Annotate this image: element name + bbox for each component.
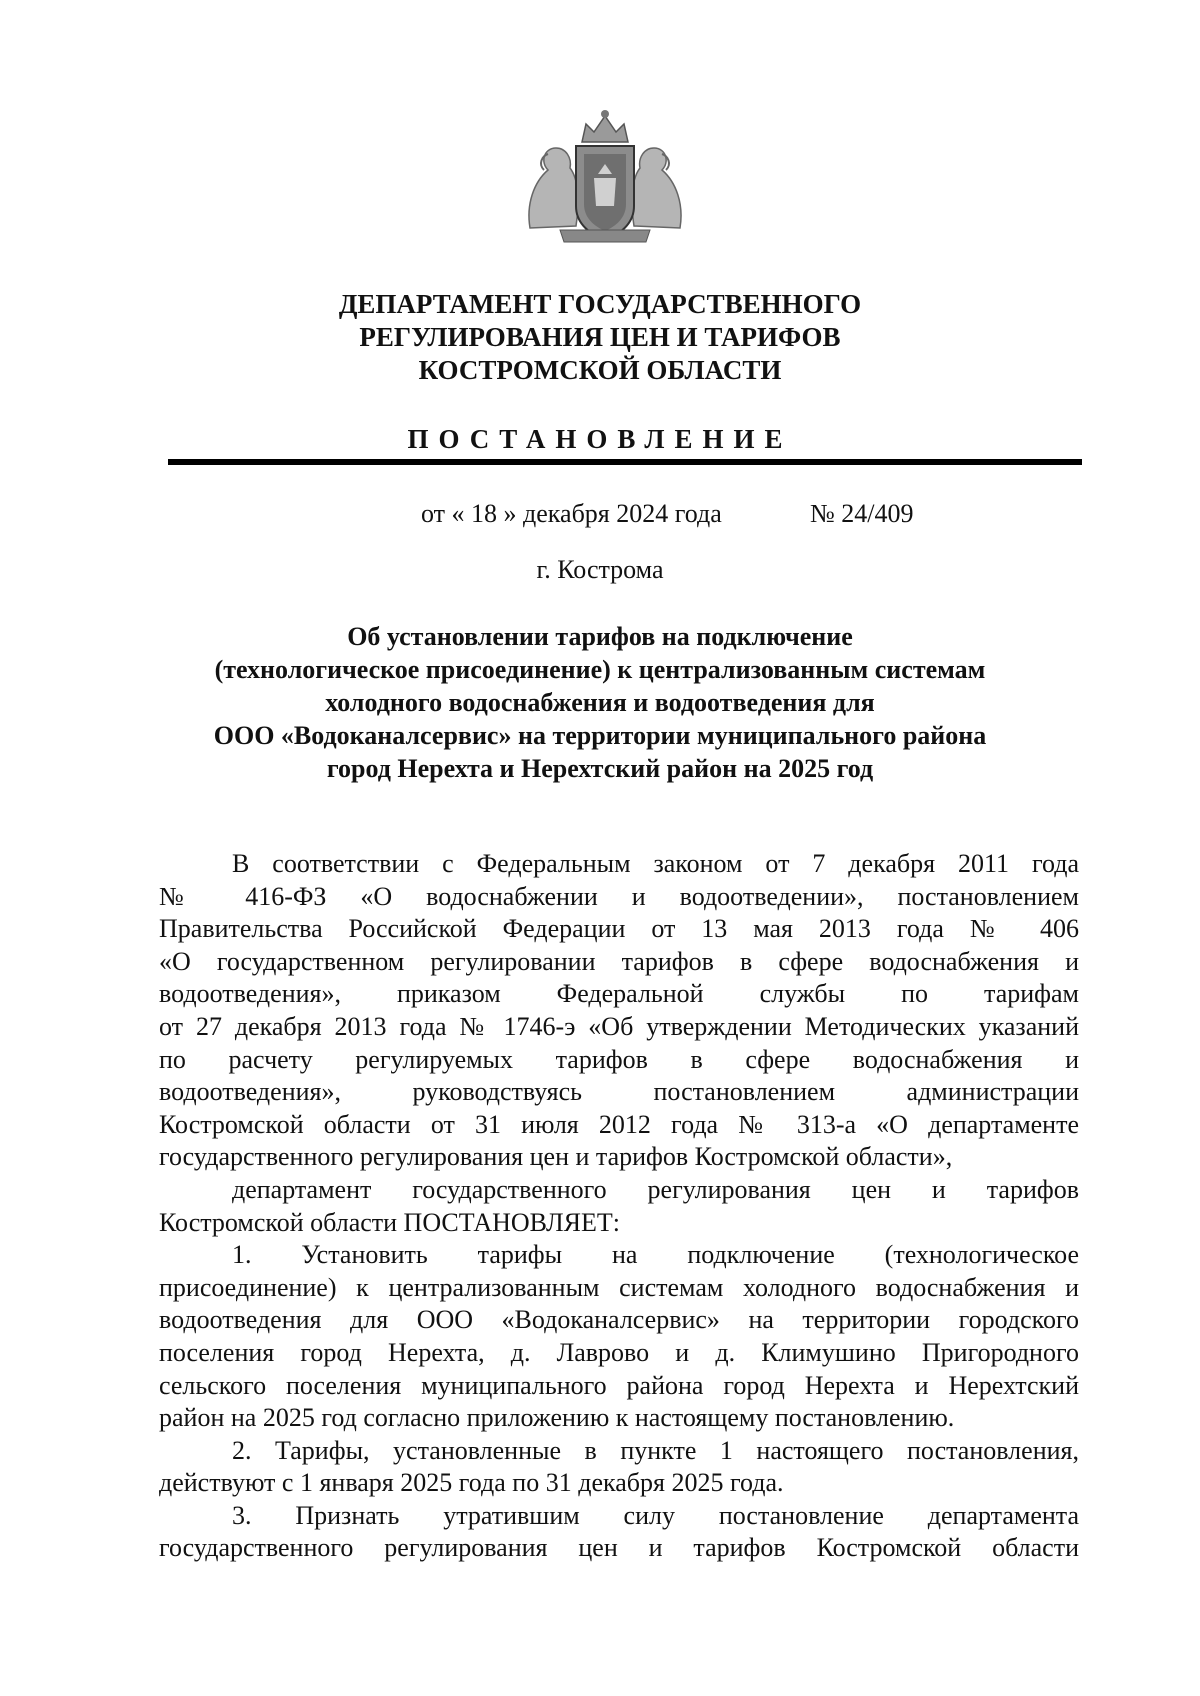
department-line: КОСТРОМСКОЙ ОБЛАСТИ <box>418 355 782 385</box>
department-name <box>0 288 1200 387</box>
body-line: В соответствии с Федеральным законом от 7 декабря 2011 года <box>232 849 1079 878</box>
body-line: по расчету регулируемых тарифов в сфере водоснабжения и <box>159 1044 1079 1074</box>
document-type-title: ПОСТАНОВЛЕНИЕ <box>407 424 793 454</box>
document-subject <box>0 620 1200 785</box>
department-line: ДЕПАРТАМЕНТ ГОСУДАРСТВЕННОГО <box>338 289 862 319</box>
body-line: район на 2025 год согласно приложению к настоящему постановлению. <box>159 1403 955 1433</box>
subject-line: Об установлении тарифов на подключение <box>347 622 853 651</box>
body-line: водоотведения», руководствуясь постановлением администрации <box>159 1077 1079 1107</box>
document-date: от « 18 » декабря 2024 года <box>421 499 722 528</box>
body-line: государственного регулирования цен и тарифов Костромской области», <box>159 1142 953 1172</box>
body-line: департамент государственного регулирования цен и тарифов <box>232 1174 1079 1204</box>
body-line: от 27 декабря 2013 года № 1746-э «Об утверждении Методических указаний <box>159 1011 1079 1041</box>
document-city: г. Кострома <box>536 555 664 584</box>
body-line: 1. Установить тарифы на подключение (технологическое <box>232 1240 1079 1270</box>
body-line: Костромской области от 31 июля 2012 года № 313-а «О департаменте <box>159 1109 1079 1139</box>
body-line: Правительства Российской Федерации от 13 мая 2013 года № 406 <box>159 914 1079 944</box>
body-line: Костромской области ПОСТАНОВЛЯЕТ: <box>159 1207 620 1237</box>
body-line: водоотведения», приказом Федеральной службы по тарифам <box>159 979 1079 1009</box>
body-line: «О государственном регулировании тарифов в сфере водоснабжения и <box>159 946 1079 976</box>
subject-line: холодного водоснабжения и водоотведения для <box>325 688 875 717</box>
body-line: присоединение) к централизованным системам холодного водоснабжения и <box>159 1272 1079 1302</box>
document-number: № 24/409 <box>810 499 914 528</box>
header-divider <box>168 459 1082 465</box>
document-body <box>159 848 1079 1565</box>
subject-line: ООО «Водоканалсервис» на территории муниципального района <box>213 721 987 750</box>
department-line: РЕГУЛИРОВАНИЯ ЦЕН И ТАРИФОВ <box>359 322 841 352</box>
body-line: действуют с 1 января 2025 года по 31 декабря 2025 года. <box>159 1468 784 1498</box>
coat-of-arms-icon <box>520 108 690 248</box>
body-line: водоотведения для ООО «Водоканалсервис» на территории городского <box>159 1305 1079 1335</box>
body-line: 3. Признать утратившим силу постановление департамента <box>232 1500 1079 1530</box>
subject-line: (технологическое присоединение) к централизованным системам <box>214 655 986 684</box>
body-line: поселения город Нерехта, д. Лаврово и д. Климушино Пригородного <box>159 1337 1079 1367</box>
body-line: государственного регулирования цен и тарифов Костромской области <box>159 1533 1079 1563</box>
body-line: 2. Тарифы, установленные в пункте 1 настоящего постановления, <box>232 1435 1079 1465</box>
subject-line: город Нерехта и Нерехтский район на 2025 год <box>326 754 874 783</box>
body-line: № 416-ФЗ «О водоснабжении и водоотведении», постановлением <box>159 881 1079 911</box>
body-line: сельского поселения муниципального района город Нерехта и Нерехтский <box>159 1370 1079 1400</box>
